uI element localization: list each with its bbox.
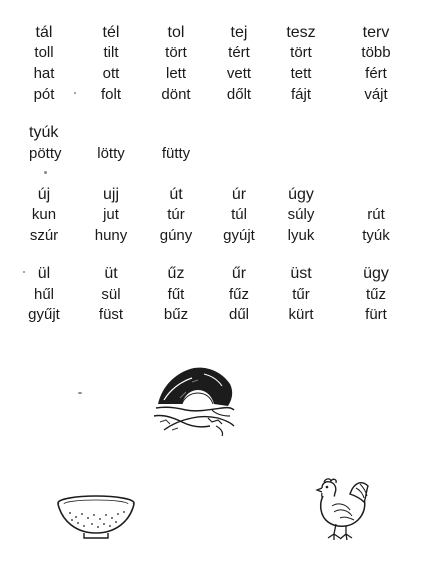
word-b2-r1-c1: tyúk [29,124,59,141]
word-b3-r3-c2: huny [94,227,128,244]
word-b4-r3-c5: kürt [288,306,314,323]
scan-speck [74,92,76,94]
word-b4-r2-c5: tűr [292,286,310,303]
hen-illustration [310,476,372,542]
word-b3-r1-c3: út [169,186,183,203]
tunnel-illustration [152,360,236,436]
word-b3-r1-c5: úgy [288,186,314,203]
word-b3-r2-c3: túr [167,206,185,223]
word-b4-r2-c4: fűz [228,286,250,303]
scan-speck [78,392,82,394]
word-b1-r4-c1: pót [33,86,55,103]
word-b3-r2-c2: jut [103,206,119,223]
word-b4-r1-c4: űr [231,265,247,282]
word-b1-r4-c4: dőlt [226,86,252,103]
word-b1-r1-c1: tál [35,24,53,41]
word-b3-r1-c1: új [37,186,51,203]
word-b1-r2-c6: több [361,44,391,61]
bowl-illustration [54,493,138,541]
word-b2-r2-c3: fütty [161,145,191,162]
word-b1-r3-c1: hat [33,65,55,82]
word-b1-r4-c5: fájt [290,86,312,103]
word-b1-r4-c2: folt [100,86,122,103]
word-b1-r4-c3: dönt [161,86,191,103]
word-b3-r3-c1: szúr [29,227,59,244]
word-b4-r1-c6: ügy [363,265,389,282]
word-b4-r2-c2: sül [101,286,121,303]
word-b4-r1-c2: üt [104,265,118,282]
word-b4-r1-c3: űz [167,265,185,282]
scan-speck [44,171,47,174]
word-b3-r3-c6: tyúk [362,227,390,244]
word-b4-r2-c6: tűz [365,286,387,303]
word-b4-r1-c5: üst [290,265,312,282]
word-b1-r4-c6: vájt [364,86,388,103]
word-b1-r2-c3: tört [165,44,187,61]
word-b1-r2-c5: tört [290,44,312,61]
word-b1-r1-c4: tej [230,24,248,41]
word-b1-r2-c4: tért [228,44,250,61]
word-b1-r3-c2: ott [102,65,120,82]
word-b4-r2-c3: fűt [167,286,185,303]
word-b4-r3-c3: bűz [163,306,189,323]
scan-speck [23,271,25,273]
word-b3-r2-c6: rút [367,206,385,223]
word-b4-r3-c1: gyűjt [28,306,60,323]
word-b1-r2-c1: toll [34,44,54,61]
word-b1-r3-c4: vett [226,65,252,82]
word-b1-r2-c2: tilt [103,44,119,61]
word-b2-r2-c2: lötty [97,145,125,162]
word-b1-r1-c5: tesz [286,24,316,41]
word-b1-r3-c6: fért [365,65,387,82]
word-b3-r3-c4: gyújt [223,227,255,244]
word-b3-r2-c1: kun [31,206,57,223]
word-b1-r1-c2: tél [102,24,120,41]
word-b3-r1-c4: úr [231,186,247,203]
word-b4-r3-c6: fürt [365,306,387,323]
word-b1-r3-c3: lett [165,65,187,82]
word-b4-r1-c1: ül [37,265,51,282]
word-b2-r2-c1: pötty [29,145,62,162]
word-b3-r3-c5: lyuk [287,227,315,244]
word-b4-r3-c2: füst [98,306,124,323]
word-b3-r3-c3: gúny [159,227,193,244]
word-b1-r1-c6: terv [362,24,390,41]
word-b3-r2-c5: súly [287,206,315,223]
word-b3-r2-c4: túl [231,206,247,223]
word-b4-r2-c1: hűl [33,286,55,303]
word-b1-r1-c3: tol [167,24,185,41]
word-b1-r3-c5: tett [290,65,312,82]
word-b3-r1-c2: ujj [102,186,120,203]
word-b4-r3-c4: dűl [228,306,250,323]
